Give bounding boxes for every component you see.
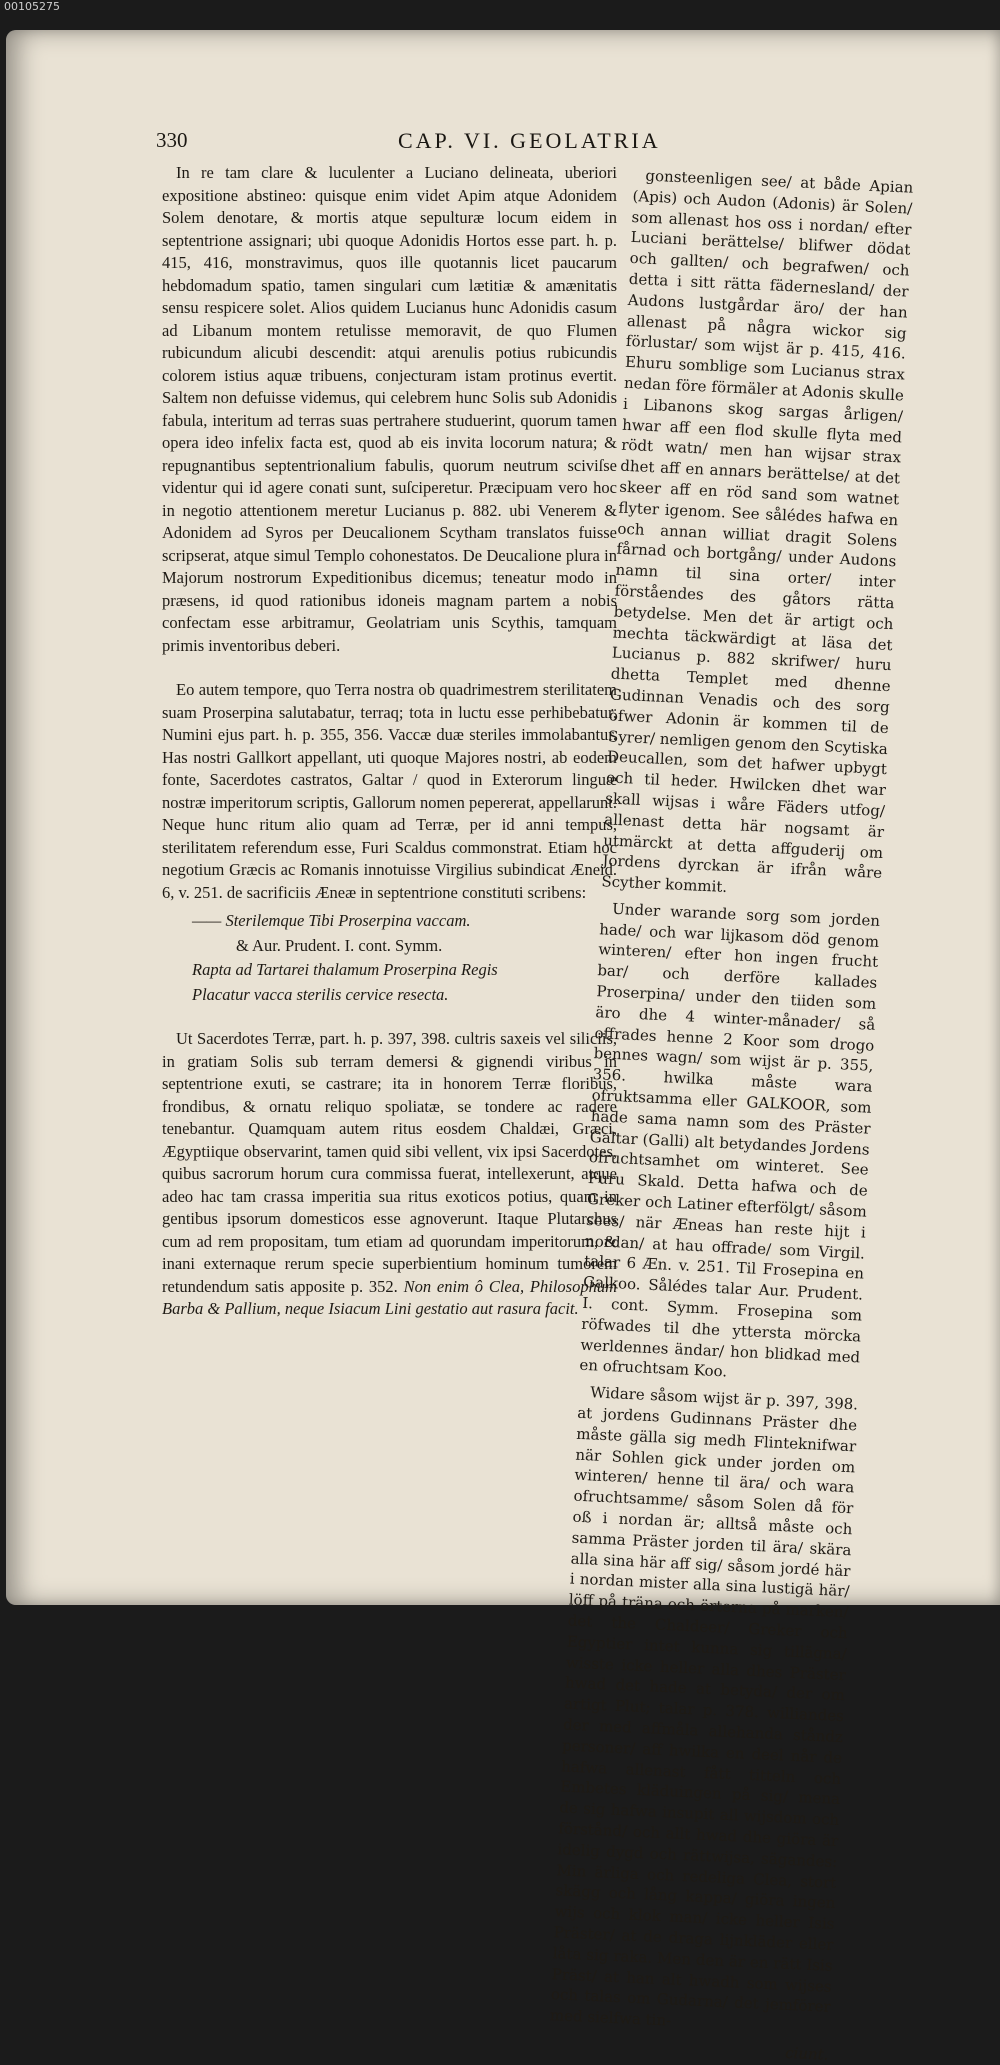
latin-paragraph-3-text: Ut Sacerdotes Terræ, part. h. p. 397, 398. cultris saxeis vel siliciis, in gratiam Solis sub terram demersi & gignendi viribus in septentrione exuti, se castrare; ita in honorem Terræ floribus, frondibus, & ornatu reliquo spoliatæ, se tondere ac radere tenebantur. Quamquam autem ritus eosdem Chaldæi, Græci, Ægyptiique observarint, tamen quid sibi vellent, vix ipsi Sacerdotes, quibus sacrorum horum cura commissa fuerat, intellexerunt, atque adeo hac tam crassa imperitia sua ritus exoticos potius, quam in gentibus ipsorum domesticos esse agnoverunt. Itaque Plutarchus cum ad rem propositam, tum etiam ad quorundam imperitorum, & inani externaque rerum specie superbientium hominum tumorem retundendum satis apposite p. 352. <box>162 1029 617 1296</box>
verse-line-1: —— Sterilemque Tibi Proserpina vaccam. <box>192 911 471 930</box>
page-header <box>0 128 1000 158</box>
verse-line-2: & Aur. Prudent. I. cont. Symm. <box>236 935 443 955</box>
swedish-paragraph-3: Widare såsom wijst är p. 397, 398. at jordens Gudinnans Präster dhe måste gälla sig medh Flinteknifwar när Sohlen gick under jorden om winteren/ henne til ära/ och wara ofruchtsamme/ såsom Solen då för oß i nordan är; alltså måste och samma Präster jorden til ära/ skära alla sina här aff sig/ såsom jordé här i nordan mister alla sina lustigä här/ löff på träna och örterna på marken/ det the Chaldeer/ Greker och Egyptier intet kunna sig tillägna/ wisste icke heller alla dhes Präster hwad det hade at betyda/ der om artigt Plut; talar p. 378. williandes der med affmåla allehanda ståndz personer/ aff hwilka en deel når de hafwa allenast fått titteln och Embetes kläduingen på sig/ mena de sig hafwa insupit all wijsdom och förstånd/ och allt hwad dhe giöra är idelig dygd och rättwijsa, sägandes: Min ärliga och redeliga Clea, stort skägg och lång kappa/ giöra ingen wijs och klok man/ icke heller Isis Präster/ at de draga lijnkläder eller låta sig raka. Men den är en rätt Isis Präst/ at han alt hwadh som wijses och talas om Gudarna/ det jemförer med sielfwa tin- <box>549 1383 859 2030</box>
latin-column <box>162 162 617 1321</box>
verse-line-4: Placatur vacca sterilis cervice resecta. <box>192 984 449 1004</box>
page-title: CAP. VI. GEOLATRIA <box>398 128 661 153</box>
swedish-paragraph-2: Under warande sorg som jorden hade/ och war lijkasom död genom winteren/ efter hon ingen frucht bar/ och derföre kallades Proserpina/ under den tiiden som äro dhe 4 winter-månader/ så offrades henne 2 Koor som drogo bennes wagn/ som wijst är p. 355, 356. hwilka måste wara ofruktsamma eller GALKOOR, som hade sama namn som des Präster Galtar (Galli) alt betydandes Jordens ofruchtsamhet om winteret. See Furu Skald. Detta hafwa och de Greker och Latiner efterfölgt/ såsom sees/ när Æneas han reste hijt i nordan/ at hau offrade/ som Virgil. talar 6 Æn. v. 251. Til Frosepina en Galkoo. Sålédes talar Aur. Prudent. I. cont. Symm. Frosepina som röfwades til dhe yttersta mörcka werldennes ändar/ hon blidkad med en ofruchtsam Koo. <box>579 899 881 1381</box>
catchword: ciunt. <box>784 2043 829 2064</box>
verse-quotation <box>162 910 617 1006</box>
verse-line-3: Rapta ad Tartarei thalamum Proserpina Regis <box>192 960 498 979</box>
latin-paragraph-1: In re tam clare & luculenter a Luciano delineata, uberiori expositione abstineo: quisque enim videt Apim atque Adonidem Solem denotare, & mortis atque sepulturæ locum eidem in septentrione assignari; ubi quoque Adonidis Hortos esse part. h. p. 415, 416, monstravimus, quos ille quotannis licet paucarum hebdomadum spatio, tamen singulari cum lætitiæ & amænitatis sensu respicere solet. Alios quidem Lucianus hunc Adonidis casum ad Libanum montem retulisse memoravit, de quo Flumen rubicundum alicubi descendit: atqui arenulis potius rubicundis colorem istius aquæ tribuens, conjecturam istam protinus evertit. Saltem non defuisse videmus, qui celebrem hunc Solis sub Adonidis fabula, interitum ad terras suas pertrahere studuerint, quorum tamen opera ideo infelix facta est, quod ab eis invita locorum natura; & repugnantibus septentrionalium fabulis, quorum neutrum sciviſse videntur qui id agere conati sunt, suſciperetur. Præcipuam vero hoc in negotio attentionem meretur Lucianus p. 882. ubi Venerem & Adonidem ad Syros per Deucalionem Scytham translatos fuisse scripserat, atque simul Templo cohonestatos. De Deucalione plura in Majorum nostrorum Expeditionibus dicemus; teneatur modo in præsens, id quod rationibus idoneis magnam partem a nobis confectam esse arbitramur, Geolatriam unis Scythis, tamquam primis inventoribus deberi. <box>162 163 617 655</box>
swedish-paragraph-1: gonsteenligen see/ at både Apian (Apis) och Audon (Adonis) är Solen/ som allenast hos oss i nordan/ efter Luciani berättelse/ blifwer dödat och gallten/ och begrafwen/ och detta i sitt rätta fädernesland/ der Audons lustgårdar äro/ der han allenast på några wickor sig förlustar/ som wijst är p. 415, 416. Ehuru somblige som Lucianus strax nedan före förmäler at Adonis skulle i Libanons skog sargas årligen/ hwar aff een flod skulle flyta med rödt watn/ men han wijsar strax dhet aff en annars berättelse/ at det skeer aff en röd sand som watnet flyter igenom. See sålédes hafwa en och annan williat dragit Solens fårnad och bortgång/ under Audons namn til sina orter/ inter förståendes des gåtors rätta betydelse. Men det är artigt och mechta täckwärdigt at läsa det Lucianus p. 882 skrifwer/ huru dhetta Templet med dhenne Gudinnan Venadis och des sorg öfwer Adonin är kommen til de Syrer/ nemligen genom den Scytiska Deucallen, som det hafwer upbygt och til heder. Hwilcken dhet war skall wijsas i wåre Fäders utfog/ allenast detta här nogsamt är utmärckt at detta affguderij om Jordens dyrckan är ifrån wåre Scyther kommit. <box>601 166 914 897</box>
latin-paragraph-2: Eo autem tempore, quo Terra nostra ob quadrimestrem sterilitatem suam Proserpina salutabatur, terraq; tota in luctu esse perhibebatur, Numini ejus part. h. p. 355, 356. Vaccæ duæ steriles immolabantur. Has nostri Gallkort appellant, uti quoque Majores nostri, ab eodem fonte, Sacerdotes castratos, Galtar / quod in Exterorum linguæ nostræ imperitorum scriptis, Gallorum nomen pepererat, appellarunt. Neque hunc ritum alio quam ad Terræ, per id anni tempus, sterilitatem referendum esse, Furi Scaldus commonstrat. Etiam hoc negotium Græcis ac Romanis innotuisse Virgilius subindicat Æneid. 6, v. 251. de sacrificiis Æneæ in septentrione constituti scribens: <box>162 680 618 902</box>
page-number: 330 <box>156 128 188 152</box>
plutarch-quote: Non enim ô Clea, Philosophum Barba & Pallium, neque Isiacum Lini gestatio aut rasura facit. <box>162 1276 617 1318</box>
scan-id-label: 00105275 <box>4 0 60 13</box>
latin-paragraph-3 <box>162 1028 617 1321</box>
